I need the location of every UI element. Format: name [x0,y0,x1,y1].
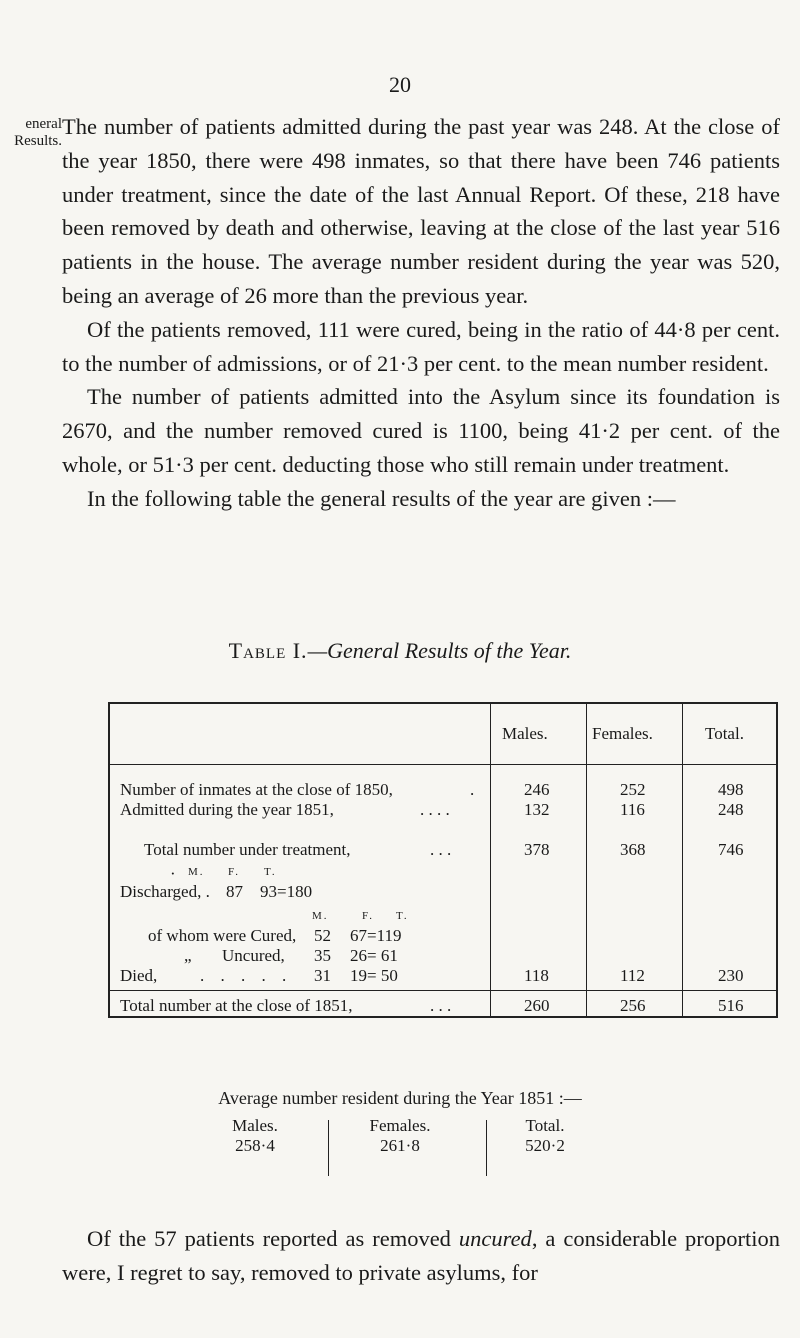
column-divider [682,704,683,1016]
cell-removed-females: 112 [620,966,645,985]
page-number: 20 [389,72,411,97]
cell-admitted-males: 132 [524,800,550,819]
ditto-mark: „ [184,946,192,965]
header-divider [110,764,776,765]
row-dots: . . . . . [200,966,293,985]
row-label-cured: of whom were Cured, [148,926,297,945]
row-label-uncured: Uncured, [222,946,285,965]
row-dots: . . . . [420,800,450,819]
average-total [500,1116,590,1156]
cell-discharged-m: 87 [226,882,243,901]
average-females-label: Females. [369,1116,431,1135]
row-label-close-1851: Total number at the close of 1851, [120,996,353,1015]
cell-close-1851-females: 256 [620,996,646,1015]
paragraph-cured: Of the patients removed, 111 were cured, being in the ratio of 44·8 per cent. to the number of admissions, or of 21·3 per cent. to the mean number resident. [62,316,780,376]
sub-header-m: M. [312,910,329,922]
average-total-label: Total. [525,1116,565,1135]
cell-uncured-ft: 26= 61 [350,946,398,965]
column-divider [490,704,491,1016]
average-total-value: 520·2 [525,1136,565,1155]
cell-admitted-females: 116 [620,800,645,819]
table-caption-title: —General Results of the Year. [307,638,572,663]
cell-cured-m: 52 [314,926,331,945]
closing-part-2: , a considerable proportion were, I regret to say, removed to private asylums, for [62,1226,781,1285]
row-divider [110,990,776,991]
sub-header-mark: · [170,864,176,883]
row-label-admitted: Admitted during the year 1851, [120,800,334,819]
closing-text [62,1222,780,1290]
cell-admitted-total: 248 [718,800,744,819]
closing-emphasis: uncured [458,1226,532,1251]
average-divider [328,1120,329,1176]
cell-removed-males: 118 [524,966,549,985]
cell-inmates-females: 252 [620,780,646,799]
average-title: Average number resident during the Year 1851 :— [218,1088,582,1108]
sub-header-t: T. [396,910,409,922]
closing-part-1: Of the 57 patients reported as removed [87,1226,459,1251]
average-males-value: 258·4 [235,1136,275,1155]
results-table [108,702,778,1018]
average-block [210,1116,590,1178]
row-label-discharged: Discharged, . [120,882,210,901]
row-label-inmates: Number of inmates at the close of 1850, [120,780,393,799]
paragraph-foundation: The number of patients admitted into the Asylum since its foundation is 2670, and the number removed cured is 1100, being 41·2 per cent. of the whole, or 51·3 per cent. deducting those who still remain under treatment. [62,384,780,477]
average-females-value: 261·8 [380,1136,420,1155]
row-dots: . [470,780,475,799]
header-males: Males. [502,724,548,743]
cell-under-treatment-males: 378 [524,840,550,859]
cell-inmates-males: 246 [524,780,550,799]
row-dots: . . . [430,996,452,1015]
average-males [210,1116,300,1156]
sub-header-f: F. [228,866,240,878]
paragraph-admissions: The number of patients admitted during the past year was 248. At the close of the year 1850, there were 498 inmates, so that there have been 746 patients under treatment, since the date of the last Annual Report. Of these, 218 have been removed by death and otherwise, leaving at the close of the last year 516 patients in the house. The average number resident during the year was 520, being an average of 26 more than the previous year. [62,114,780,308]
cell-under-treatment-total: 746 [718,840,744,859]
body-paragraphs [62,110,780,516]
cell-died-m: 31 [314,966,331,985]
closing-paragraph [62,1222,780,1290]
sub-header-t: T. [264,866,277,878]
margin-note: eneral Results. [14,116,62,149]
cell-removed-total: 230 [718,966,744,985]
cell-died-ft: 19= 50 [350,966,398,985]
row-dots: . . . [430,840,452,859]
header-total: Total. [705,724,744,743]
column-divider [586,704,587,1016]
table-caption [0,638,800,664]
cell-under-treatment-females: 368 [620,840,646,859]
average-divider [486,1120,487,1176]
paragraph-table-intro: In the following table the general results of the year are given :— [87,485,676,511]
row-label-under-treatment: Total number under treatment, [144,840,351,859]
header-females: Females. [592,724,653,743]
cell-uncured-m: 35 [314,946,331,965]
cell-close-1851-total: 516 [718,996,744,1015]
cell-close-1851-males: 260 [524,996,550,1015]
sub-header-f: F. [362,910,374,922]
sub-header-m: M. [188,866,205,878]
row-label-died: Died, [120,966,158,985]
cell-inmates-total: 498 [718,780,744,799]
average-females [340,1116,460,1156]
cell-discharged-ft: 93=180 [260,882,313,901]
average-males-label: Males. [232,1116,278,1135]
cell-cured-ft: 67=119 [350,926,402,945]
table-caption-prefix: Table I. [228,638,308,663]
